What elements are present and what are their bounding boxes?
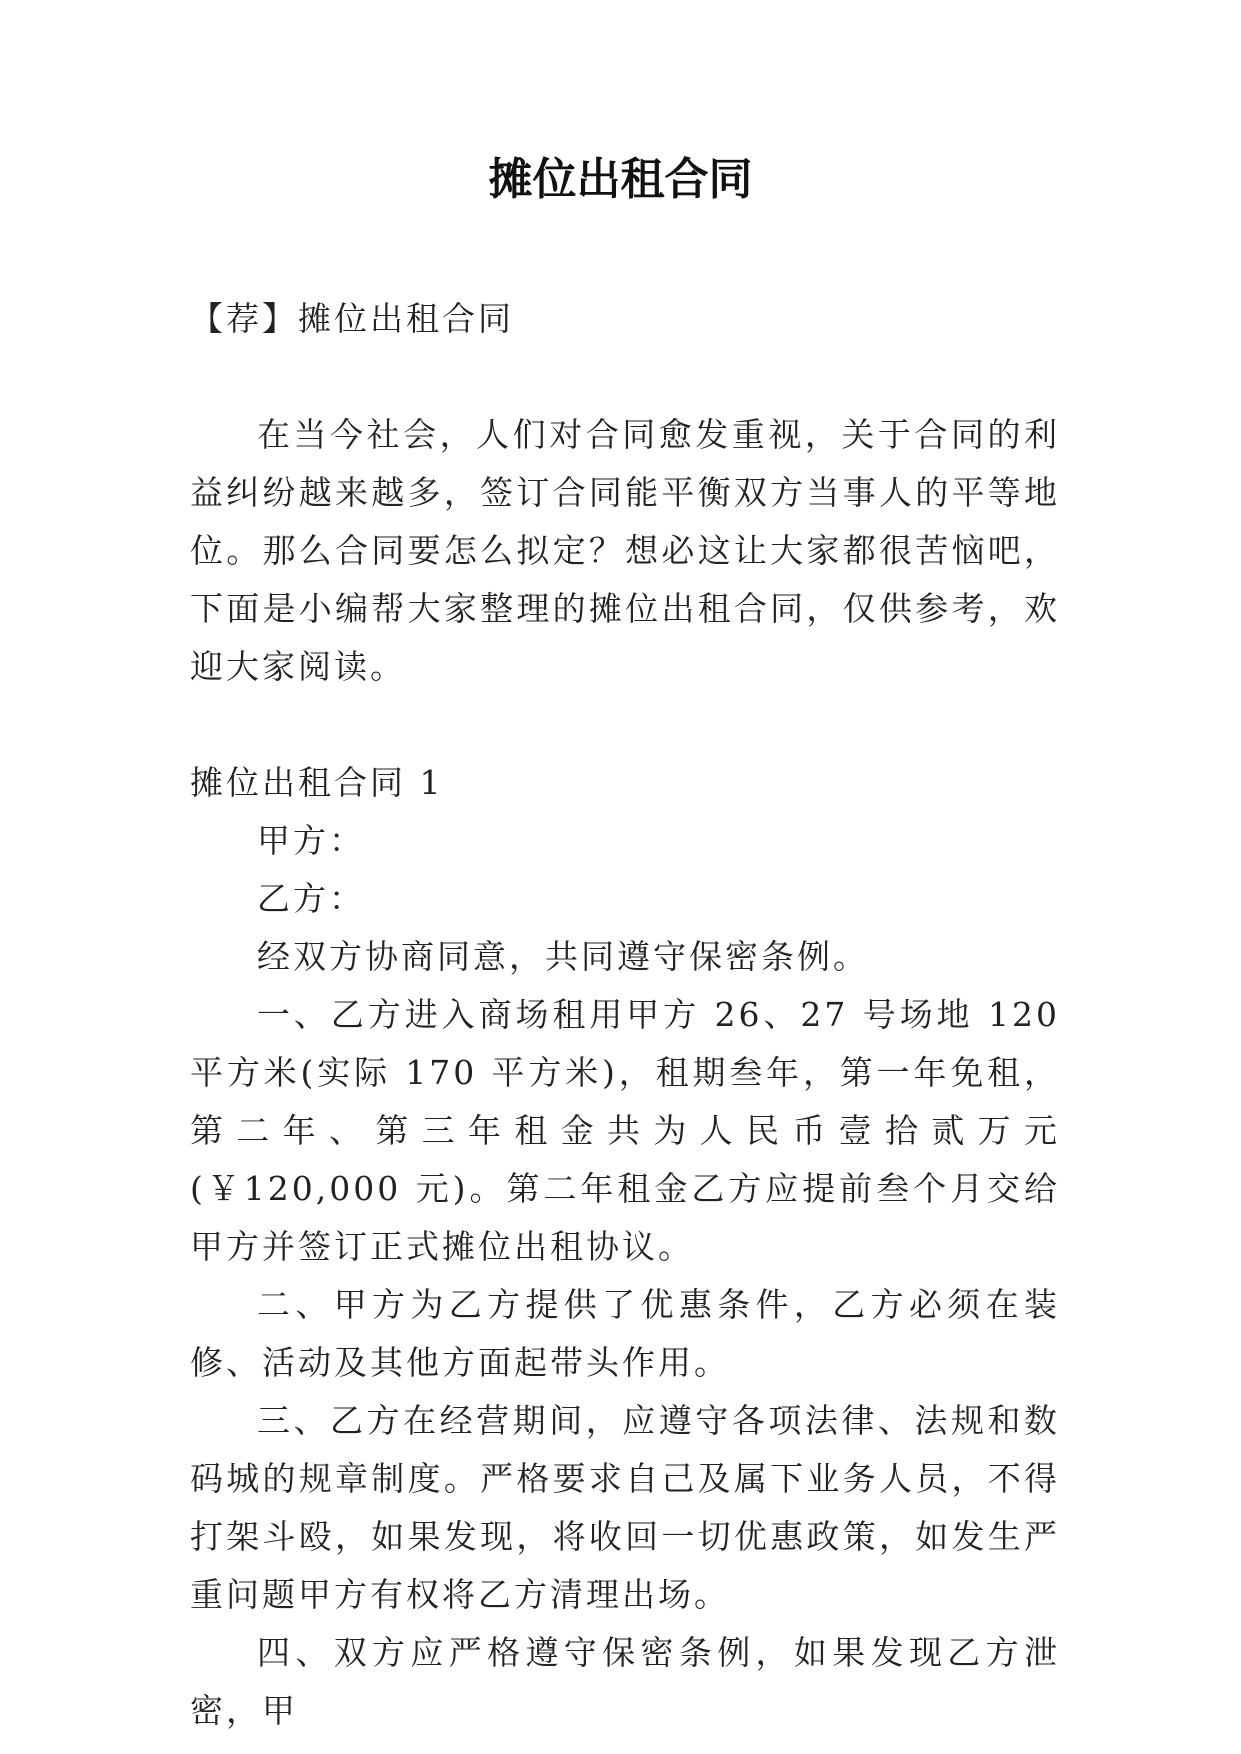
agreement-line: 经双方协商同意，共同遵守保密条例。 — [257, 937, 869, 976]
spacer — [190, 348, 1060, 406]
clause-paragraph: 四、双方应严格遵守保密条例，如果发现乙方泄密，甲 — [190, 1633, 1060, 1730]
recommend-subtitle: 【荐】摊位出租合同 — [190, 299, 514, 338]
intro-paragraph: 在当今社会，人们对合同愈发重视，关于合同的利益纠纷越来越多，签订合同能平衡双方当事人的平等地位。那么合同要怎么拟定？想必这让大家都很苦恼吧，下面是小编帮大家整理的摊位出租合同，仅供参考，欢迎大家阅读。 — [190, 415, 1060, 686]
document-body — [190, 290, 1060, 1740]
clause-paragraph: 三、乙方在经营期间，应遵守各项法律、法规和数码城的规章制度。严格要求自己及属下业务人员，不得打架斗殴，如果发现，将收回一切优惠政策，如发生严重问题甲方有权将乙方清理出场。 — [190, 1401, 1060, 1614]
clause-paragraph: 二、甲方为乙方提供了优惠条件，乙方必须在装修、活动及其他方面起带头作用。 — [190, 1285, 1060, 1382]
party-b-line: 乙方： — [257, 879, 365, 918]
document-title: 摊位出租合同 — [488, 154, 753, 205]
spacer — [190, 696, 1060, 754]
clause-paragraph: 一、乙方进入商场租用甲方 26、27 号场地 120 平方米(实际 170 平方米)，租期叁年，第一年免租，第二年、第三年租金共为人民币壹拾贰万元(￥120,000 元)。第二年租金乙方应提前叁个月交给甲方并签订正式摊位出租协议。 — [190, 995, 1060, 1266]
section-title: 摊位出租合同 1 — [190, 763, 444, 802]
party-a-line: 甲方： — [257, 821, 365, 860]
